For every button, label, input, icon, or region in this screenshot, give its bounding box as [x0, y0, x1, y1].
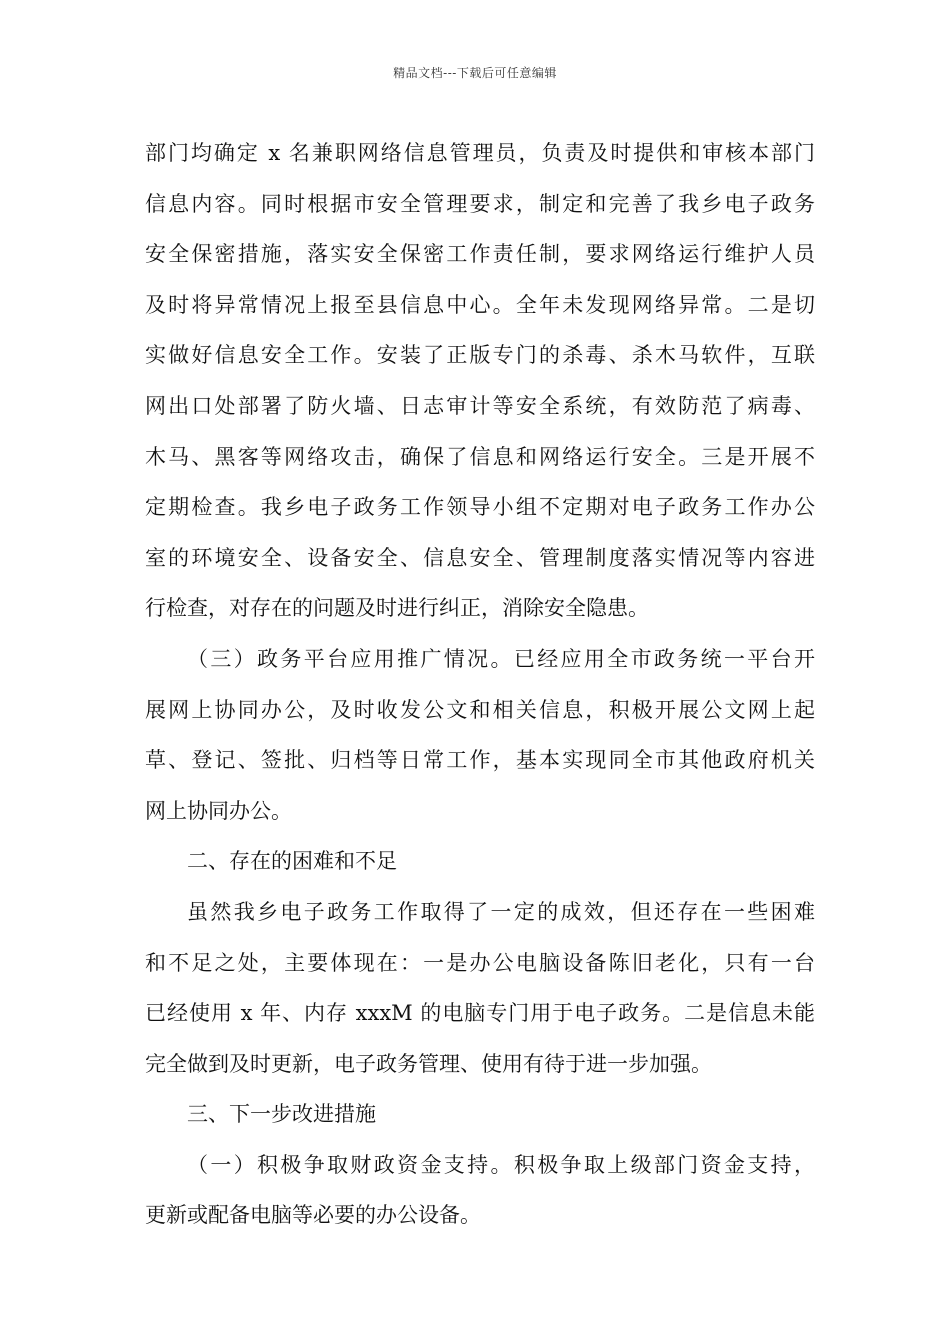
paragraph-first-line: （一）积极争取财政资金支持。积极争取上级部门资金支持，	[187, 1152, 815, 1177]
document-body	[145, 128, 815, 1241]
text-line: 实做好信息安全工作。安装了正版专门的杀毒、杀木马软件，互联	[145, 343, 815, 368]
text-line: 展网上协同办公，及时收发公文和相关信息，积极开展公文网上起	[145, 697, 815, 722]
text-line: 及时将异常情况上报至县信息中心。全年未发现网络异常。二是切	[145, 292, 815, 317]
text-line: 网上协同办公。	[145, 798, 292, 823]
text-line: 木马、黑客等网络攻击，确保了信息和网络运行安全。三是开展不	[145, 444, 815, 469]
text-line: 更新或配备电脑等必要的办公设备。	[145, 1203, 481, 1228]
text-line: 已经使用 x 年、内存 xxxM 的电脑专门用于电子政务。二是信息未能	[145, 1001, 815, 1026]
text-line: 安全保密措施，落实安全保密工作责任制，要求网络运行维护人员	[145, 242, 815, 267]
text-line: 行检查，对存在的问题及时进行纠正，消除安全隐患。	[145, 596, 649, 621]
page-header: 精品文档---下载后可任意编辑	[393, 66, 557, 80]
text-line: 网出口处部署了防火墙、日志审计等安全系统，有效防范了病毒、	[145, 393, 815, 418]
text-line: 和不足之处，主要体现在：一是办公电脑设备陈旧老化，只有一台	[145, 950, 815, 975]
paragraph-first-line: 虽然我乡电子政务工作取得了一定的成效，但还存在一些困难	[187, 899, 815, 924]
text-line: 完全做到及时更新，电子政务管理、使用有待于进一步加强。	[145, 1051, 712, 1076]
text-line: 室的环境安全、设备安全、信息安全、管理制度落实情况等内容进	[145, 545, 815, 570]
section-heading: 三、下一步改进措施	[187, 1102, 376, 1127]
section-heading: 二、存在的困难和不足	[187, 849, 397, 874]
text-line: 定期检查。我乡电子政务工作领导小组不定期对电子政务工作办公	[145, 495, 815, 520]
paragraph-first-line: （三）政务平台应用推广情况。已经应用全市政务统一平台开	[187, 646, 815, 671]
text-line: 草、登记、签批、归档等日常工作，基本实现同全市其他政府机关	[145, 748, 815, 773]
text-line: 部门均确定 x 名兼职网络信息管理员，负责及时提供和审核本部门	[145, 141, 815, 165]
text-line: 信息内容。同时根据市安全管理要求，制定和完善了我乡电子政务	[145, 191, 815, 216]
